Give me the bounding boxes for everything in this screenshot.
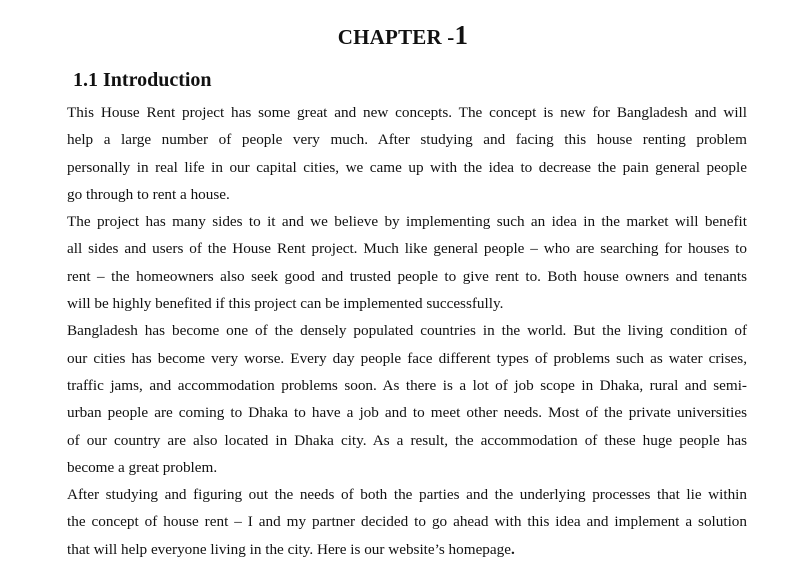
paragraph-3-line-5: of our country are also located in Dhaka city. As a result, the accommodation of these huge people has — [67, 431, 747, 449]
paragraph-2-line-1: The project has many sides to it and we believe by implementing such an idea in the market will benefit — [67, 213, 747, 231]
paragraph-4-line-1: After studying and figuring out the needs of both the parties and the underlying processes that lie within — [67, 486, 747, 504]
paragraph-3-line-2: our cities has become very worse. Every day people face different types of problems such as water crises, — [67, 349, 747, 367]
paragraph-4-line-3 — [67, 536, 747, 563]
paragraph-1-line-1: This House Rent project has some great and new concepts. The concept is new for Bangladesh and will — [67, 104, 747, 121]
paragraph-3-line-3: traffic jams, and accommodation problems soon. As there is a lot of job scope in Dhaka, rural and semi- — [67, 376, 747, 394]
paragraph-1-line-2: help a large number of people very much. After studying and facing this house renting problem — [67, 131, 747, 149]
chapter-label: CHAPTER - — [337, 25, 455, 49]
paragraph-3-line-1: Bangladesh has become one of the densely populated countries in the world. But the living condition of — [67, 322, 747, 340]
chapter-number: 1 — [454, 20, 469, 50]
paragraph-1-line-3: personally in real life in our capital cities, we came up with the idea to decrease the pain general people — [67, 158, 747, 176]
final-period: . — [510, 540, 515, 558]
paragraph-3-line-6: become a great problem. — [67, 458, 218, 476]
paragraph-2-line-3: rent – the homeowners also seek good and trusted people to give rent to. Both house owners and tenants — [67, 267, 747, 285]
paragraph-1-line-4: go through to rent a house. — [67, 185, 230, 203]
body-text — [67, 99, 747, 563]
section-heading: 1.1 Introduction — [73, 69, 212, 91]
paragraph-4-line-2: the concept of house rent – I and my partner decided to go ahead with this idea and implement a solution — [67, 513, 747, 531]
paragraph-2-line-4: will be highly benefited if this project can be implemented successfully. — [67, 295, 504, 313]
paragraph-4-line-3-text: that will help everyone living in the city. Here is our website’s homepage — [67, 540, 511, 558]
paragraph-2-line-2: all sides and users of the House Rent project. Much like general people – who are searching for houses to — [67, 240, 747, 258]
chapter-title — [0, 20, 806, 52]
paragraph-3-line-4: urban people are coming to Dhaka to have a job and to meet other needs. Most of the private universities — [67, 404, 747, 422]
